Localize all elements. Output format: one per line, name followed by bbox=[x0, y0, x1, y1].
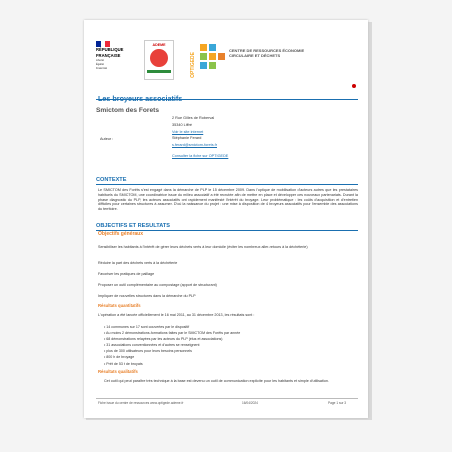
author-label: Auteur : bbox=[100, 137, 114, 141]
objectif-item: Impliquer de nouvelles structures dans la démarche du PLP bbox=[98, 294, 196, 298]
footer-page: Page 1 sur 3 bbox=[328, 401, 347, 405]
rf-title-2: FRANÇAISE bbox=[96, 52, 121, 58]
rf-motto-3: Fraternité bbox=[96, 67, 108, 71]
footer-date: 16/04/2024 bbox=[242, 401, 258, 405]
optigede-square-icon bbox=[218, 53, 225, 60]
rf-motto-1: Liberté bbox=[96, 59, 104, 63]
section-contexte-heading: CONTEXTE bbox=[96, 177, 358, 185]
center-title bbox=[229, 48, 349, 58]
doc-title-text: Les broyeurs associatifs bbox=[98, 94, 183, 103]
objectifs-generaux-heading: Objectifs généraux bbox=[98, 231, 144, 237]
quant-intro: L'opération a été lancée officiellement le 16 mai 2011, au 31 décembre 2013, les résultats sont : bbox=[98, 313, 255, 317]
list-item: • 14 communes sur 17 sont couvertes par le dispositif bbox=[104, 325, 190, 329]
doc-title bbox=[98, 88, 182, 106]
list-item: • 31 associations conventionnées et d'autres se renseignent bbox=[104, 343, 200, 348]
optigede-square-icon bbox=[209, 53, 216, 60]
center-title-line1: CENTRE DE RESSOURCES ÉCONOMIE bbox=[229, 48, 305, 53]
website-link[interactable]: Voir le site internet bbox=[172, 129, 204, 134]
red-marker-icon bbox=[352, 84, 356, 88]
optigede-square-icon bbox=[209, 62, 216, 69]
optigede-square-icon bbox=[200, 62, 207, 69]
rf-motto-2: Égalité bbox=[96, 63, 104, 67]
republique-francaise-logo bbox=[96, 41, 136, 70]
ademe-logo bbox=[144, 40, 174, 80]
contact-name: Stéphanie Ferard bbox=[172, 136, 202, 141]
address-line: 35340 Liffré bbox=[172, 122, 192, 127]
ademe-label: ADEME bbox=[152, 43, 166, 47]
resultats-qualitatifs-heading: Résultats qualitatifs bbox=[98, 369, 138, 374]
qual-text: Cet outil qui peut paraître très technique à la base est devenu un outil de communication explicite pour les habitants et simple d'utilisation. bbox=[104, 379, 329, 383]
objectif-item: Réduire la part des déchets verts à la déchèterie bbox=[98, 261, 178, 265]
ademe-emblem-icon bbox=[150, 49, 168, 67]
list-item: • 800 h de broyage bbox=[104, 355, 135, 360]
contact-email-link[interactable]: s.ferard@smictom-forets.fr bbox=[172, 143, 217, 148]
objectif-item: Proposer un outil complémentaire au compostage (apport de structurant) bbox=[98, 283, 217, 287]
address-line: 2 Rue Gilles de Roberval bbox=[172, 116, 215, 120]
rf-title-1: RÉPUBLIQUE bbox=[96, 47, 124, 52]
list-item: • plus de 300 utilisateurs pour leurs besoins personnels bbox=[104, 349, 192, 354]
footer-left: Fiche issue du centre de ressources www.optigede.ademe.fr bbox=[98, 401, 184, 405]
center-title-line2: CIRCULAIRE ET DÉCHETS bbox=[229, 53, 281, 59]
title-rule bbox=[96, 99, 358, 100]
optigede-label: OPTIGEDE bbox=[190, 52, 196, 78]
ademe-bar-icon bbox=[147, 70, 171, 73]
quant-bullet-list bbox=[104, 324, 240, 367]
resultats-quantitatifs-heading: Résultats quantitatifs bbox=[98, 303, 141, 308]
optigede-logo bbox=[192, 42, 226, 78]
optigede-square-icon bbox=[200, 53, 207, 60]
list-item: • Au moins 2 démonstrations-formations faites par le SMICTOM des Forêts par année bbox=[104, 331, 241, 336]
list-item: • Prêt de 53 t de broyats bbox=[104, 361, 143, 366]
optigede-square-icon bbox=[200, 44, 207, 51]
fiche-link[interactable]: Consulter la fiche sur OPTIGEDE bbox=[172, 153, 229, 158]
optigede-square-icon bbox=[209, 44, 216, 51]
address-block bbox=[172, 115, 228, 160]
list-item: • 68 démonstrations relayées par les acteurs du PLP (élus et associations) bbox=[104, 337, 223, 342]
objectif-item: Sensibiliser les habitants à l'intérêt de gérer leurs déchets verts à leur domicile (éviter les nombreux aller-retours à la déchèterie) bbox=[98, 245, 308, 249]
org-name: Smictom des Forets bbox=[96, 107, 160, 114]
objectif-item: Favoriser les pratiques de paillage bbox=[98, 272, 155, 276]
contexte-text: Le SMICTOM des Forêts s'est engagé dans la démarche de PLP le 15 décembre 2009. Dans l'optique de mobilisation d'acteurs autres que les prestataires habituels du SMICTOM, une coordinatrice issue du milieu associatif a été recrutée afin de mettre en place et développer ces nouveaux partenariats. Durant la phase diagnostic du PLP, les acteurs associatifs ont rapidement manifesté l'intérêt du broyage. Leur problématique : les coûts d'acquisition et d'entretien difficiles pour certaines structures à assumer. D'où la naissance du projet : une mise à disposition de 4 broyeurs associatifs pour l'ensemble des associations du territoire. bbox=[98, 188, 358, 212]
document-page bbox=[84, 20, 368, 418]
section-objectifs-heading: OBJECTIFS ET RESULTATS bbox=[96, 223, 358, 231]
